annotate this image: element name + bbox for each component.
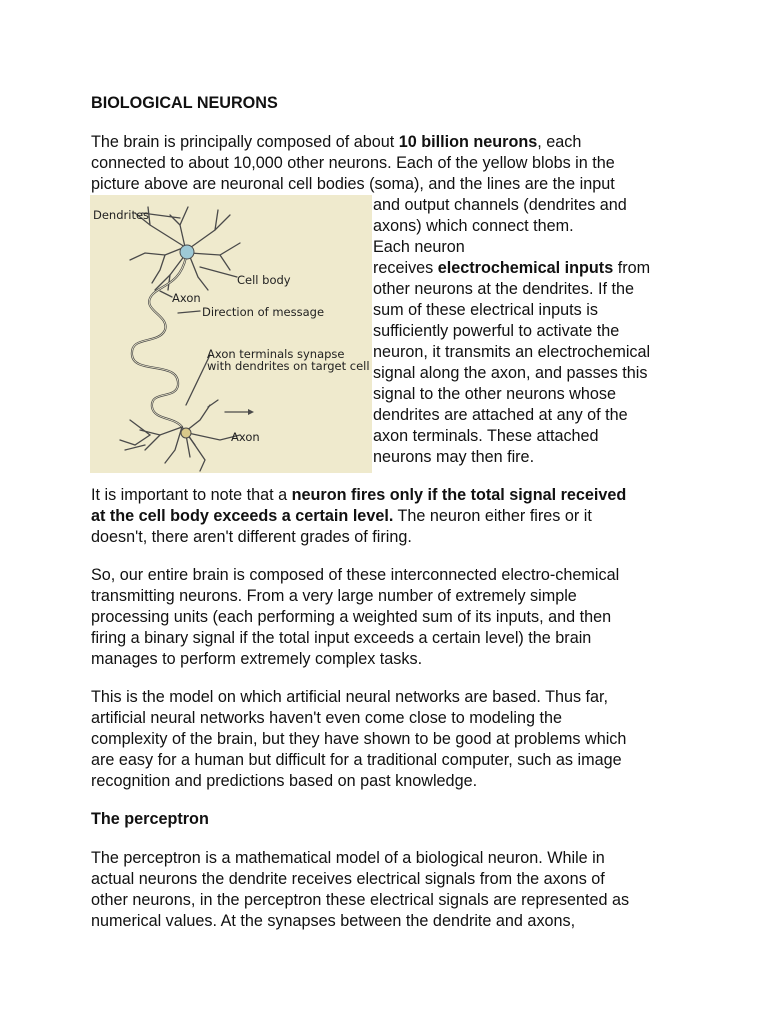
paragraph-1-wrap-line-7: sufficiently powerful to activate the xyxy=(373,322,620,340)
paragraph-2-line-1: It is important to note that a neuron fires only if the total signal received xyxy=(91,486,627,504)
paragraph-1-wrap-line-10: signal to the other neurons whose xyxy=(373,385,616,403)
paragraph-4-line-3: complexity of the brain, but they have shown to be good at problems which xyxy=(91,730,627,748)
paragraph-1-line-2: connected to about 10,000 other neurons. Each of the yellow blobs in the xyxy=(91,154,615,172)
section-heading-perceptron: The perceptron xyxy=(91,810,209,828)
paragraph-4-line-5: recognition and predictions based on past knowledge. xyxy=(91,772,478,790)
label-dendrites: Dendrites xyxy=(93,208,150,222)
paragraph-1-wrap-line-11: dendrites are attached at any of the xyxy=(373,406,628,424)
label-axon-terminals-1: Axon terminals synapse xyxy=(207,347,345,361)
paragraph-2-line-2: at the cell body exceeds a certain level. The neuron either fires or it xyxy=(91,507,592,525)
paragraph-1-wrap-line-12: axon terminals. These attached xyxy=(373,427,599,445)
paragraph-1-wrap-line-3: Each neuron xyxy=(373,238,465,256)
paragraph-5-line-2: actual neurons the dendrite receives electrical signals from the axons of xyxy=(91,870,605,888)
paragraph-3-line-4: firing a binary signal if the total input exceeds a certain level) the brain xyxy=(91,629,592,647)
paragraph-1-wrap-line-2: axons) which connect them. xyxy=(373,217,574,235)
label-direction-of-message: Direction of message xyxy=(202,305,325,319)
paragraph-3-line-5: manages to perform extremely complex tasks. xyxy=(91,650,423,668)
paragraph-1-line-1: The brain is principally composed of about 10 billion neurons, each xyxy=(91,133,582,151)
label-axon-terminals-2: with dendrites on target cell xyxy=(207,359,370,373)
paragraph-1-wrap-line-5: other neurons at the dendrites. If the xyxy=(373,280,634,298)
paragraph-5-line-4: numerical values. At the synapses between the dendrite and axons, xyxy=(91,912,576,930)
neuron-diagram xyxy=(90,195,372,473)
paragraph-4-line-1: This is the model on which artificial neural networks are based. Thus far, xyxy=(91,688,609,706)
paragraph-5-line-3: other neurons, in the perceptron these electrical signals are represented as xyxy=(91,891,630,909)
paragraph-1-wrap-line-4: receives electrochemical inputs from xyxy=(373,259,651,277)
label-cell-body: Cell body xyxy=(237,273,291,287)
page-heading: BIOLOGICAL NEURONS xyxy=(91,94,278,112)
label-axon: Axon xyxy=(172,291,201,305)
label-axon-bottom: Axon xyxy=(231,430,260,444)
paragraph-3-line-1: So, our entire brain is composed of these interconnected electro-chemical xyxy=(91,566,620,584)
paragraph-4-line-2: artificial neural networks haven't even come close to modeling the xyxy=(91,709,562,727)
paragraph-1-wrap-line-8: neuron, it transmits an electrochemical xyxy=(373,343,651,361)
paragraph-1-wrap-line-9: signal along the axon, and passes this xyxy=(373,364,648,382)
paragraph-1-wrap-line-6: sum of these electrical inputs is xyxy=(373,301,598,319)
paragraph-3-line-2: transmitting neurons. From a very large number of extremely simple xyxy=(91,587,577,605)
paragraph-1-wrap-line-13: neurons may then fire. xyxy=(373,448,535,466)
paragraph-3-line-3: processing units (each performing a weighted sum of its inputs, and then xyxy=(91,608,612,626)
paragraph-1-wrap-line-1: and output channels (dendrites and xyxy=(373,196,627,214)
paragraph-1-line-3: picture above are neuronal cell bodies (soma), and the lines are the input xyxy=(91,175,615,193)
paragraph-2-line-3: doesn't, there aren't different grades of firing. xyxy=(91,528,412,546)
paragraph-5-line-1: The perceptron is a mathematical model of a biological neuron. While in xyxy=(91,849,605,867)
paragraph-4-line-4: are easy for a human but difficult for a traditional computer, such as image xyxy=(91,751,622,769)
